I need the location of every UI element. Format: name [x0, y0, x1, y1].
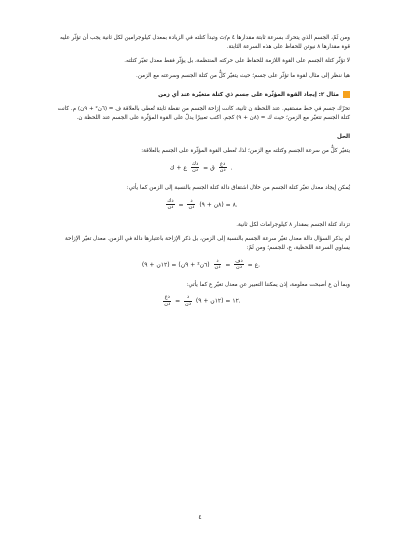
eq3-f1-numerator: دف — [235, 257, 243, 264]
eq4-f2-numerator: د — [184, 295, 192, 302]
equation-velocity — [52, 259, 350, 271]
example-statement-line-1: تحرّك جسم في خط مستقيم. عند اللحظة ن ثانية، كانت إزاحة الجسم من نقطة ثابتة تُعطى بالعلاقة — [122, 106, 350, 113]
equation-force — [52, 162, 350, 174]
eq3-end: (٦ن² + ٩ن) = (١٢ن + ٩). — [141, 261, 261, 269]
solution-paragraph-3: تزداد كتلة الجسم بمقدار ٨ كيلوجرامات لكل ثانية. — [236, 221, 350, 228]
orange-square-icon — [343, 91, 350, 98]
eq1-fraction-dv-dn — [219, 162, 227, 174]
equation-acceleration — [52, 295, 350, 307]
example-statement — [52, 105, 350, 122]
eq2-end: (٨ن + ٩) = ٨. — [199, 201, 238, 209]
eq3-f1-denominator: دن — [236, 264, 242, 271]
eq4-f2-denominator: دن — [185, 300, 191, 307]
eq4-fraction-d-dn — [184, 295, 192, 307]
eq2-fraction-d-dn — [187, 199, 195, 211]
eq2-fraction-dk-dn — [166, 199, 174, 211]
eq1-fraction-dk-dn — [191, 162, 199, 174]
eq2-f1-denominator: دن — [167, 204, 174, 211]
eq1-f1-denominator: دن — [192, 167, 198, 174]
intro-paragraph-3: هيا ننظر إلى مثال لقوة ما تؤثّر على جسم؛ حيث يتغيّر كلٌّ من كتلة الجسم وسرعته مع الزمن. — [136, 72, 350, 79]
eq2-mid: = — [178, 201, 186, 209]
eq4-fraction-dv-dn — [163, 295, 171, 307]
eq4-f1-numerator: دع — [164, 294, 170, 301]
eq1-f1-numerator: دك — [191, 160, 199, 167]
eq4-f1-denominator: دن — [164, 300, 171, 307]
eq1-f2-numerator: دع — [220, 160, 226, 167]
eq4-end: (١٢ن + ٩) = ١٢. — [195, 297, 241, 305]
solution-paragraph-4: لم يذكر السؤال دالة معدل تغيّر سرعة الجسم بالنسبة إلى الزمن، بل ذكر الإزاحة باعتبارها دالة في الزمن. معدل تغيّر الإزاحة يساوي السرعة اللحظية، ع، للجسم؛ ومن ثَمّ: — [65, 236, 350, 251]
eq2-f2-numerator: د — [187, 199, 195, 206]
eq3-fraction-df-dn — [234, 259, 243, 271]
intro-paragraph-1: ومن ثَمّ، الجسم الذي يتحرك بسرعة ثابتة مقدارها ٤ م/ث وتبدأ كتلته في الزيادة بمعدل كيلوجرامين لكل ثانية يجب أن تؤثّر عليه قوة مقدارها ٨ نيوتن للحفاظ على هذه السرعة الثابتة. — [59, 35, 350, 50]
eq3-fraction-d-dn — [214, 259, 222, 271]
eq3-lhs: ع = — [247, 261, 259, 269]
solution-paragraph-5: وبما أن ع أصبحت معلومة، إذن يمكننا التعبير عن معدل تغيّر ع كما يأتي: — [186, 281, 350, 288]
example-statement-line-2: ف = (٦ن² + ٩ن) م. كانت كتلة الجسم تتغيّر مع الزمن؛ حيث ك = (٨ن + ٩) كجم. اكتب تعبيرًا يدلّ على القوة المؤثّرة على الجسم عند اللحظة ن. — [57, 106, 350, 121]
eq4-mid: = — [175, 297, 181, 305]
solution-paragraph-1: يتغيّر كلٌّ من سرعة الجسم وكتلته مع الزمن؛ لذا، تُعطى القوة المؤثّرة على الجسم بالعلاقة: — [141, 148, 350, 155]
equation-mass-rate — [52, 199, 350, 211]
eq1-end: . — [230, 164, 233, 172]
example-title: مثال ٢: إيجاد القوة المؤثّرة على جسم ذي كتلة متغيّرة عند أي زمن — [158, 91, 339, 98]
eq1-lhs: ق = — [203, 164, 215, 172]
intro-paragraph-2: لا تؤثّر كتلة الجسم على القوة اللازمة للحفاظ على حركته المنتظمة، بل يؤثّر فقط معدل تغيّر كتلته. — [124, 58, 350, 65]
eq1-f2-denominator: دن — [219, 167, 226, 174]
eq3-mid: = — [225, 261, 231, 269]
solution-paragraph-2: يُمكن إيجاد معدل تغيّر كتلة الجسم من خلال اشتقاق دالة كتلة الجسم بالنسبة إلى الزمن كما يأتي: — [126, 184, 350, 191]
solution-heading: الحل — [336, 133, 350, 140]
page-content — [52, 34, 350, 317]
eq2-f1-numerator: دك — [167, 197, 174, 204]
example-heading — [52, 91, 350, 100]
eq3-f2-denominator: دن — [214, 264, 221, 271]
page-number: ٤ — [198, 514, 202, 521]
eq1-mid: ع + ك — [169, 164, 187, 172]
eq2-f2-denominator: دن — [188, 204, 195, 211]
eq3-f2-numerator: د — [214, 259, 222, 266]
